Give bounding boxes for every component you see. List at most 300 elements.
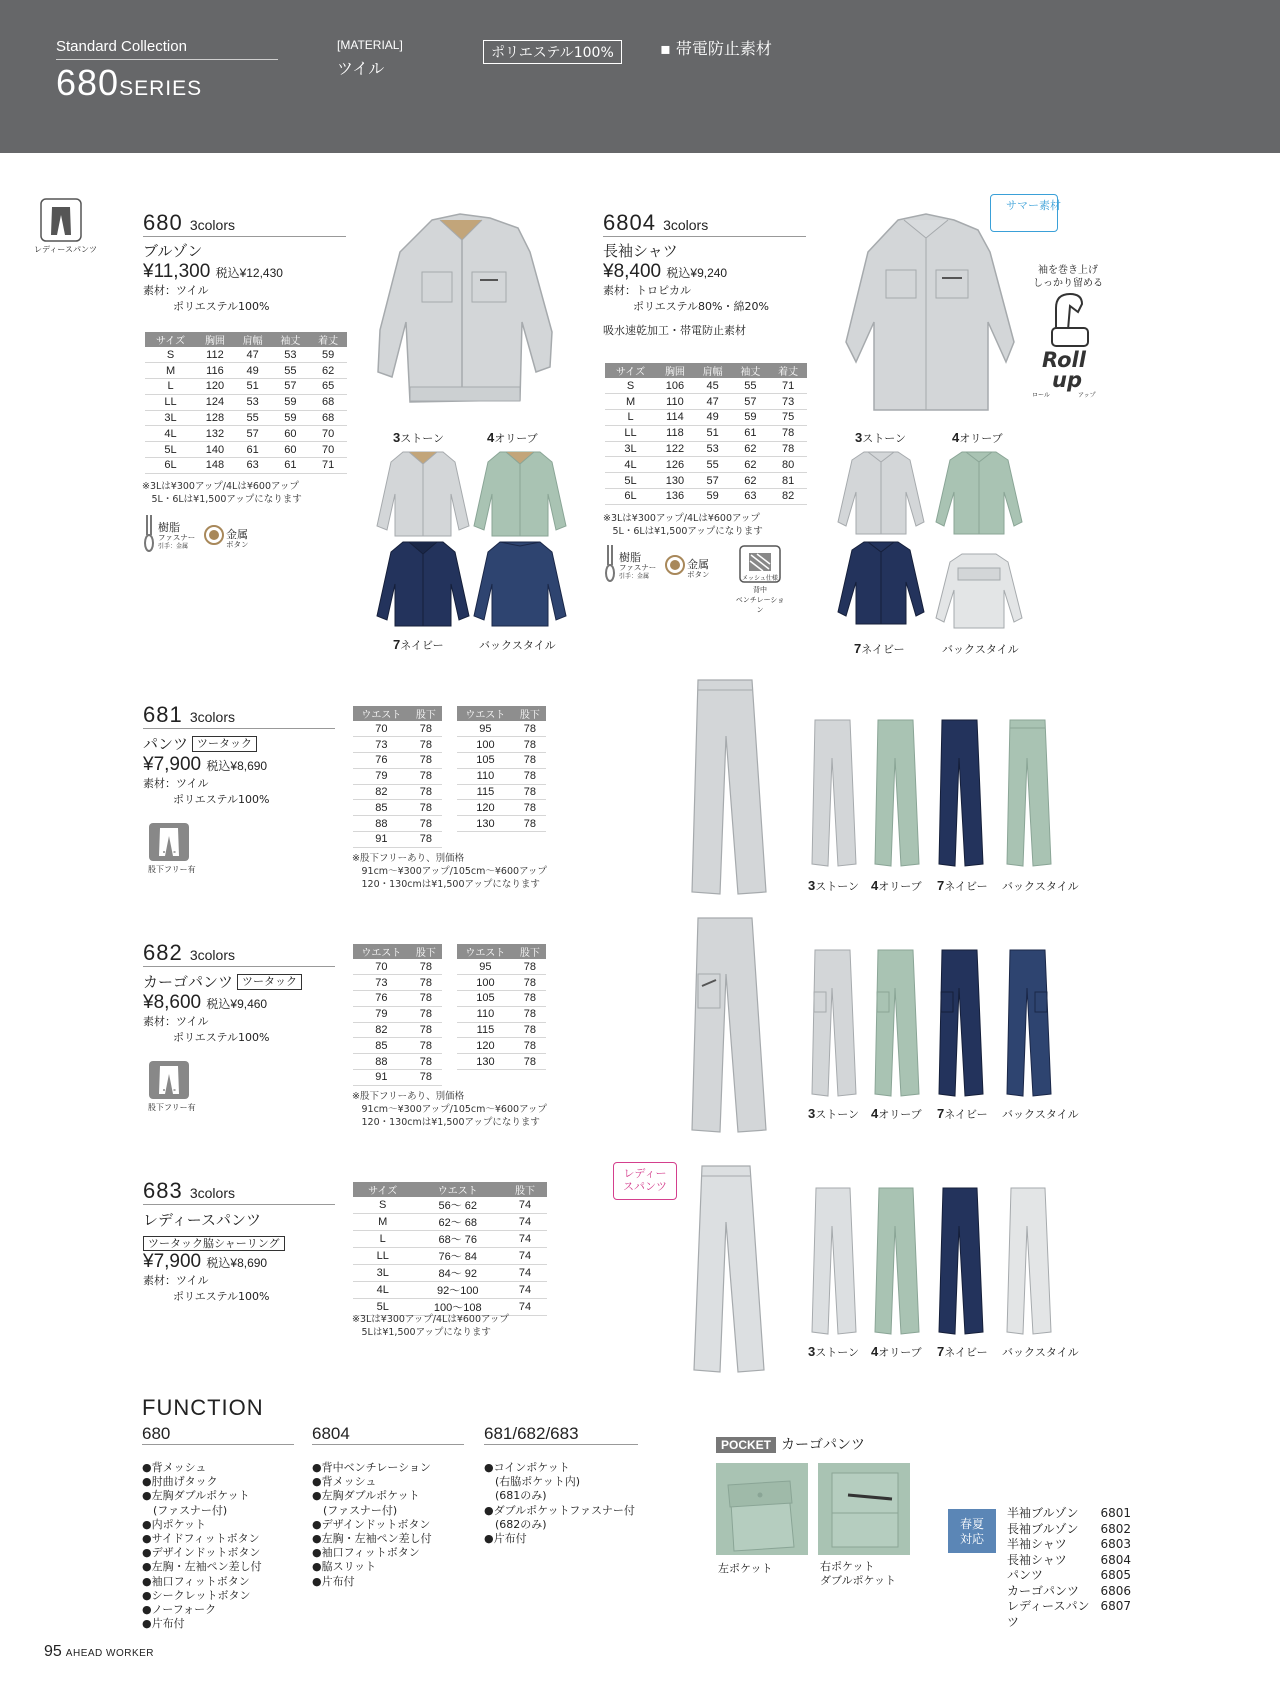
table-row [353, 1248, 547, 1265]
right-pocket-label: 右ポケット ダブルポケット [820, 1560, 897, 1587]
metal-button-icon [204, 525, 224, 545]
table-cell: 82 [353, 784, 410, 800]
rollup-word: Roll up [1042, 348, 1086, 392]
table-header-row [353, 944, 442, 959]
list-item: ●背メッシュ [142, 1461, 207, 1474]
table-cell: 148 [196, 458, 234, 474]
feature-icons-6804 [603, 545, 793, 614]
list-item: (ファスナー付) [312, 1503, 398, 1517]
table-cell: 78 [410, 991, 442, 1007]
table-cell: 112 [196, 347, 234, 363]
list-item: (右脇ポケット内) [484, 1475, 581, 1489]
color-label-681-back: バックスタイル [1002, 880, 1079, 893]
table-cell: 53 [234, 394, 272, 410]
table-cell: 61 [234, 442, 272, 458]
table-cell: 60 [272, 442, 310, 458]
table-cell: 71 [769, 378, 807, 394]
table-row [353, 784, 442, 800]
table-row [457, 959, 546, 975]
column-header: ウエスト [353, 706, 410, 721]
table-row [605, 425, 807, 441]
table-cell: 70 [309, 426, 347, 442]
list-item: ●片布付 [484, 1532, 527, 1546]
metal-button-sub: ボタン [226, 540, 249, 549]
page-number: 95 [44, 1643, 62, 1660]
table-cell: 55 [732, 378, 770, 394]
table-cell: 78 [410, 737, 442, 753]
pants-683-main-image [690, 1162, 770, 1376]
inseam-free-icon-682 [148, 1060, 198, 1113]
list-item: ●袖口フィットボタン [142, 1574, 250, 1588]
column-header: 股下 [503, 1182, 547, 1197]
item-name: 半袖ブルゾン [1007, 1506, 1079, 1520]
series-title: 680SERIES [56, 62, 203, 103]
table-row [353, 1054, 442, 1070]
list-item: ●背中ベンチレーション [312, 1461, 431, 1474]
product-divider [143, 236, 346, 237]
material-line-1: 素材：ツイル [143, 284, 209, 297]
material-label: [MATERIAL] [337, 38, 403, 52]
table-cell: 95 [457, 721, 514, 737]
inseam-free-label: 股下フリー有 [148, 865, 196, 874]
function-title: FUNCTION [142, 1395, 264, 1420]
color-label-682-back: バックスタイル [1002, 1108, 1079, 1121]
table-cell: 5L [353, 1299, 412, 1316]
pants-681-stone-image [810, 718, 858, 868]
table-cell: 5L [605, 473, 656, 489]
function-divider [484, 1444, 638, 1445]
table-cell: 68～ 76 [412, 1231, 503, 1248]
table-cell: 5L [145, 442, 196, 458]
table-cell: 61 [272, 458, 310, 474]
shirt-6804-main-image [838, 212, 1018, 412]
product-682 [143, 940, 335, 1046]
waist-table-682-left [353, 944, 442, 1086]
table-cell: 136 [656, 489, 694, 505]
page-footer [44, 1643, 154, 1661]
item-number: 6803 [1100, 1537, 1131, 1551]
function-divider [142, 1444, 294, 1445]
table-cell: 78 [514, 1006, 546, 1022]
left-pocket-label: 左ポケット [718, 1562, 773, 1575]
table-cell: 120 [457, 1038, 514, 1054]
table-cell: 78 [514, 959, 546, 975]
function-col-title: 681/682/683 [484, 1424, 579, 1443]
table-cell: 57 [694, 473, 732, 489]
inseam-note-681: ※股下フリーあり、別価格 91cm～¥300アップ/105cm～¥600アップ 120・130cmは¥1,500アップになります [352, 853, 547, 890]
table-cell: 91 [353, 832, 410, 848]
table-cell: 47 [694, 394, 732, 410]
list-item: ●脇スリット [312, 1560, 377, 1574]
zipper-sub2: 引手：金属 [619, 573, 650, 580]
table-cell: 76 [353, 753, 410, 769]
table-cell: S [145, 347, 196, 363]
zipper-sub: ファスナー [619, 563, 657, 572]
table-cell: 51 [234, 379, 272, 395]
function-col-pants [484, 1424, 638, 1546]
table-cell: 91 [353, 1070, 410, 1086]
feature-label: ▪ 帯電防止素材 [660, 39, 772, 58]
material-feature: 吸水速乾加工・帯電防止素材 [603, 324, 746, 337]
left-pocket-image [716, 1463, 808, 1555]
size-note-683: ※3Lは¥300アップ/4Lは¥600アップ 5Lは¥1,500アップになります [352, 1314, 509, 1338]
product-divider [143, 966, 335, 967]
table-row [353, 1022, 442, 1038]
material-line-2: ポリエステル80%・綿20% [633, 300, 769, 313]
size-table-680 [145, 332, 347, 474]
table-cell: 71 [309, 458, 347, 474]
item-name: カーゴパンツ [1007, 1583, 1080, 1598]
item-name: 半袖シャツ [1007, 1537, 1067, 1551]
product-680 [143, 210, 346, 315]
pants-683-back-image [1005, 1186, 1053, 1336]
table-cell: 57 [272, 379, 310, 395]
table-header-row [353, 706, 442, 721]
list-item: ●ノーフォーク [142, 1603, 217, 1617]
column-header: 着丈 [309, 332, 347, 347]
table-row [353, 721, 442, 737]
list-item: ●片布付 [312, 1574, 355, 1588]
table-row [145, 379, 347, 395]
column-header: サイズ [353, 1182, 412, 1197]
table-cell: 95 [457, 959, 514, 975]
item-name: レディースパンツ [1007, 1599, 1090, 1629]
material-line-1: 素材：ツイル [143, 1274, 209, 1287]
table-cell: 65 [309, 379, 347, 395]
item-number: 6805 [1100, 1568, 1131, 1582]
list-item [1007, 1568, 1131, 1584]
product-number: 6804 3colors [603, 210, 709, 235]
table-cell: 57 [732, 394, 770, 410]
inseam-note-682: ※股下フリーあり、別価格 91cm～¥300アップ/105cm～¥600アップ 120・130cmは¥1,500アップになります [352, 1091, 547, 1128]
table-cell: 59 [272, 410, 310, 426]
table-cell: 4L [145, 426, 196, 442]
color-label-6804-stone: 3ストーン [855, 430, 907, 445]
table-cell: M [605, 394, 656, 410]
table-row [353, 816, 442, 832]
table-cell: 78 [769, 441, 807, 457]
table-cell: 80 [769, 457, 807, 473]
product-name: カーゴパンツ ツータック [143, 971, 335, 992]
waist-table-681-right [457, 706, 546, 832]
item-number: 6806 [1100, 1583, 1131, 1598]
table-cell: 100 [457, 737, 514, 753]
function-list [312, 1461, 464, 1589]
list-item: ●片布付 [142, 1617, 185, 1631]
season-list [1007, 1506, 1131, 1630]
table-cell: 78 [514, 975, 546, 991]
table-row [353, 1231, 547, 1248]
table-cell: L [145, 379, 196, 395]
table-cell: 62 [732, 457, 770, 473]
ladies-pants-icon-label: レディースパンツ [34, 245, 97, 254]
table-cell: 120 [196, 379, 234, 395]
function-col-680 [142, 1424, 294, 1631]
table-cell: 62 [732, 473, 770, 489]
list-item [1007, 1537, 1131, 1553]
table-cell: 116 [196, 363, 234, 379]
table-cell: 70 [353, 721, 410, 737]
zipper-label: 樹脂 [158, 521, 180, 534]
table-cell: 115 [457, 784, 514, 800]
table-cell: 3L [353, 1265, 412, 1282]
column-header: 肩幅 [234, 332, 272, 347]
table-row [145, 442, 347, 458]
color-label-680-navy: 7ネイビー [393, 637, 444, 652]
table-cell: 118 [656, 425, 694, 441]
function-list [484, 1461, 638, 1546]
table-cell: 92～100 [412, 1282, 503, 1299]
column-header: 胸囲 [196, 332, 234, 347]
spring-summer-badge: 春夏 対応 [948, 1509, 996, 1553]
pants-683-navy-image [937, 1186, 985, 1336]
table-cell: 73 [353, 975, 410, 991]
table-cell: 78 [410, 1054, 442, 1070]
color-label-682-stone: 3ストーン [808, 1106, 860, 1121]
table-cell: 55 [234, 410, 272, 426]
table-row [353, 1197, 547, 1214]
jacket-680-main-image [370, 212, 565, 412]
table-cell: 78 [410, 1038, 442, 1054]
product-name: パンツ ツータック [143, 733, 335, 754]
material-value: ツイル [337, 59, 385, 78]
metal-button-sub: ボタン [687, 570, 710, 579]
list-item [1007, 1584, 1131, 1600]
table-row [605, 441, 807, 457]
table-header-row [353, 1182, 547, 1197]
table-cell: 78 [410, 1070, 442, 1086]
color-label-681-olive: 4オリーブ [871, 878, 922, 893]
item-name: 長袖ブルゾン [1007, 1521, 1079, 1536]
table-cell: 68 [309, 410, 347, 426]
color-label-681-stone: 3ストーン [808, 878, 860, 893]
table-row [353, 800, 442, 816]
table-cell: 74 [503, 1214, 547, 1231]
material-line-1: 素材：トロピカル [603, 284, 691, 297]
list-item: ●ダブルポケットファスナー付 [484, 1503, 635, 1517]
table-cell: 62～ 68 [412, 1214, 503, 1231]
table-cell: 53 [272, 347, 310, 363]
table-cell: M [353, 1214, 412, 1231]
pants-682-navy-image [937, 948, 985, 1098]
column-header: サイズ [605, 363, 656, 378]
table-cell: 73 [353, 737, 410, 753]
table-cell: 74 [503, 1248, 547, 1265]
table-cell: 74 [503, 1197, 547, 1214]
function-col-title: 6804 [312, 1424, 350, 1443]
list-item: ●内ポケット [142, 1517, 207, 1531]
product-681 [143, 702, 335, 808]
table-cell: 114 [656, 410, 694, 426]
table-cell: 78 [514, 721, 546, 737]
table-cell: 51 [694, 425, 732, 441]
color-label-682-navy: 7ネイビー [937, 1106, 988, 1121]
zipper-label: 樹脂 [619, 551, 641, 564]
table-cell: 78 [514, 768, 546, 784]
rollup-small-1: ロール [1032, 392, 1050, 399]
table-cell: 78 [410, 784, 442, 800]
table-cell: 128 [196, 410, 234, 426]
table-row [145, 458, 347, 474]
list-item: ●コインポケット [484, 1461, 570, 1474]
table-row [353, 832, 442, 848]
table-cell: 74 [503, 1282, 547, 1299]
mesh-sub: 背中 [753, 586, 767, 594]
table-cell: 78 [514, 784, 546, 800]
color-label-683-navy: 7ネイビー [937, 1344, 988, 1359]
table-cell: 6L [145, 458, 196, 474]
color-label-6804-navy: 7ネイビー [854, 641, 905, 656]
list-item [1007, 1522, 1131, 1538]
table-row [605, 457, 807, 473]
table-cell: 110 [457, 768, 514, 784]
list-item: ●左胸ダブルポケット [142, 1489, 250, 1503]
pants-682-back-image [1005, 948, 1053, 1098]
column-header: 股下 [514, 706, 546, 721]
zipper-icon [603, 545, 617, 583]
table-cell: 122 [656, 441, 694, 457]
table-row [353, 753, 442, 769]
table-cell: 132 [196, 426, 234, 442]
table-cell: 130 [457, 1054, 514, 1070]
table-cell: 140 [196, 442, 234, 458]
table-cell: 84～ 92 [412, 1265, 503, 1282]
table-row [457, 800, 546, 816]
material-line-2: ポリエステル100% [173, 793, 270, 806]
item-name: パンツ [1007, 1568, 1044, 1582]
zipper-sub2: 引手：金属 [158, 543, 189, 550]
pants-681-main-image [690, 676, 770, 898]
table-row [605, 473, 807, 489]
material-line-2: ポリエステル100% [173, 1290, 270, 1303]
pants-682-olive-image [873, 948, 921, 1098]
table-cell: 81 [769, 473, 807, 489]
table-cell: M [145, 363, 196, 379]
material-line-1: 素材：ツイル [143, 777, 209, 790]
table-cell: 76 [353, 991, 410, 1007]
table-cell: 56～ 62 [412, 1197, 503, 1214]
table-cell: 88 [353, 1054, 410, 1070]
list-item [1007, 1553, 1131, 1569]
table-cell: L [605, 410, 656, 426]
color-label-682-olive: 4オリーブ [871, 1106, 922, 1121]
table-cell: 57 [234, 426, 272, 442]
table-cell: 78 [410, 959, 442, 975]
table-cell: 85 [353, 800, 410, 816]
header-divider [56, 59, 278, 60]
table-cell: 79 [353, 1006, 410, 1022]
table-row [457, 991, 546, 1007]
color-label-680-stone: 3ストーン [393, 430, 445, 445]
table-cell: 60 [272, 426, 310, 442]
table-row [457, 1022, 546, 1038]
list-item: ●左胸・左袖ペン差し付 [312, 1532, 432, 1546]
item-number: 6807 [1100, 1599, 1131, 1613]
table-cell: 78 [514, 753, 546, 769]
function-col-6804 [312, 1424, 464, 1589]
color-label-683-stone: 3ストーン [808, 1344, 860, 1359]
pocket-badge: POCKET [716, 1437, 776, 1453]
table-cell: 105 [457, 991, 514, 1007]
tuck-tag: ツータック [192, 736, 257, 752]
mesh-label: メッシュ仕様 [742, 575, 778, 582]
table-cell: 82 [769, 489, 807, 505]
item-name: 長袖シャツ [1007, 1552, 1067, 1567]
list-item: (681のみ) [484, 1489, 547, 1503]
table-cell: 110 [656, 394, 694, 410]
table-row [353, 1070, 442, 1086]
table-cell: 4L [605, 457, 656, 473]
shirt-6804-stone-image [836, 448, 926, 536]
function-col-title: 680 [142, 1424, 171, 1443]
table-cell: 73 [769, 394, 807, 410]
table-cell: 100～108 [412, 1299, 503, 1316]
table-row [145, 363, 347, 379]
table-cell: 78 [769, 425, 807, 441]
table-cell: 78 [410, 1022, 442, 1038]
rollup-caption: 袖を巻き上げ しっかり留める [1033, 265, 1103, 289]
table-cell: 78 [514, 800, 546, 816]
list-item: ●背メッシュ [312, 1475, 377, 1489]
collection-label: Standard Collection [56, 38, 187, 55]
table-cell: 78 [410, 753, 442, 769]
table-cell: 6L [605, 489, 656, 505]
table-cell: 63 [732, 489, 770, 505]
pocket-heading: POCKET カーゴパンツ [716, 1434, 865, 1454]
table-cell: 78 [514, 1054, 546, 1070]
table-cell: 70 [353, 959, 410, 975]
list-item: (ファスナー付) [142, 1503, 228, 1517]
table-cell: 70 [309, 442, 347, 458]
table-row [605, 378, 807, 394]
table-header-row [457, 944, 546, 959]
table-cell: 68 [309, 394, 347, 410]
table-cell: LL [353, 1248, 412, 1265]
ladies-pants-icon-block [34, 198, 97, 255]
table-row [353, 975, 442, 991]
table-row [605, 394, 807, 410]
table-cell: 53 [694, 441, 732, 457]
table-row [457, 784, 546, 800]
table-cell: 75 [769, 410, 807, 426]
list-item: ●デザインドットボタン [142, 1546, 261, 1560]
table-cell: 74 [503, 1265, 547, 1282]
table-cell: 85 [353, 1038, 410, 1054]
table-cell: 74 [503, 1231, 547, 1248]
table-row [145, 426, 347, 442]
table-cell: 3L [605, 441, 656, 457]
table-cell: 61 [732, 425, 770, 441]
function-list [142, 1461, 294, 1631]
table-row [457, 1038, 546, 1054]
table-row [353, 1265, 547, 1282]
pants-681-navy-image [937, 718, 985, 868]
pants-681-back-image [1005, 718, 1053, 868]
table-row [353, 737, 442, 753]
metal-button-label: 金属 [226, 528, 248, 541]
list-item: ●左胸・左袖ペン差し付 [142, 1560, 262, 1574]
zipper-sub: ファスナー [158, 533, 196, 542]
pants-682-main-image [690, 914, 770, 1136]
table-cell: 78 [410, 816, 442, 832]
column-header: ウエスト [353, 944, 410, 959]
table-cell: 78 [514, 1038, 546, 1054]
table-row [457, 816, 546, 832]
tuck-tag: ツータック [237, 974, 302, 990]
table-row [457, 721, 546, 737]
size-note-680: ※3Lは¥300アップ/4Lは¥600アップ 5L・6Lは¥1,500アップになります [142, 481, 302, 505]
ladies-pants-badge: レディースパンツ [613, 1162, 677, 1200]
